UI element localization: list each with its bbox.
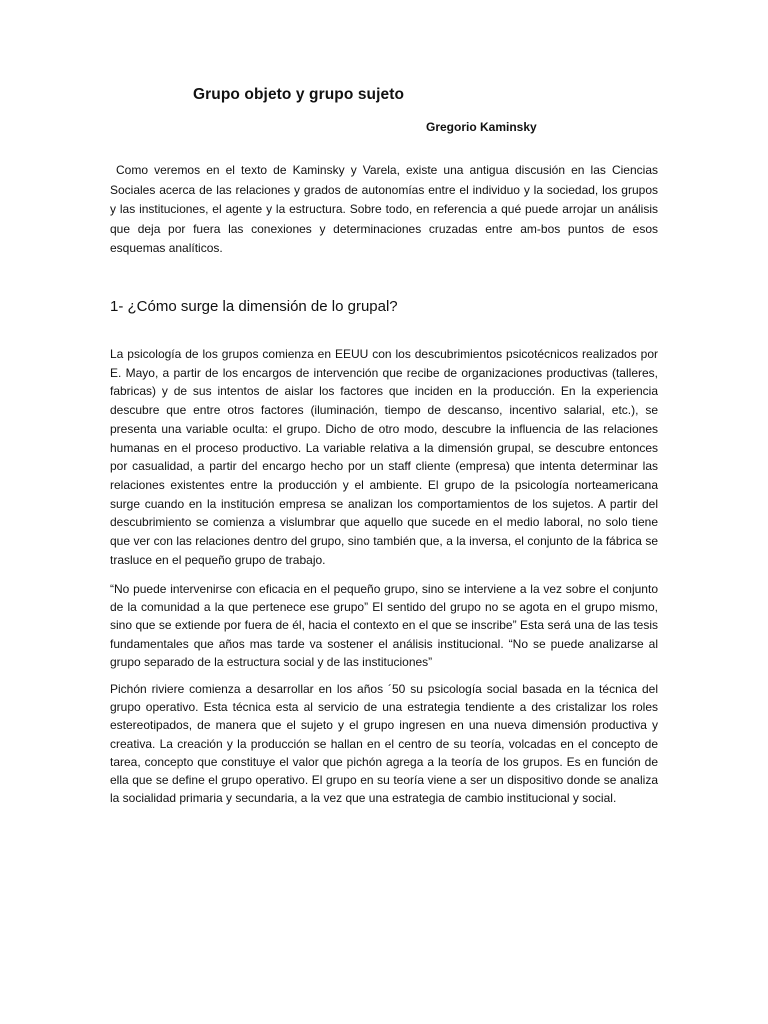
body-paragraph-1: La psicología de los grupos comienza en EEUU con los descubrimientos psicotécnicos realizados por E. Mayo, a partir de los encargos de intervención que recibe de organizaciones productivas (talleres, fabricas) y de sus intentos de aislar los factores que inciden en la producción. En la experiencia descubre que entre otros factores (iluminación, tiempo de descanso, incentivo salarial, etc.), se presenta una variable oculta: el grupo. Dicho de otro modo, descubre la influencia de las relaciones humanas en el proceso productivo. La variable relativa a la dimensión grupal, se descubre entonces por casualidad, a partir del encargo hecho por un staff cliente (empresa) que intenta determinar las relaciones existentes entre la producción y el ambiente. El grupo de la psicología norteamericana surge cuando en la institución empresa se analizan los comportamientos de los sujetos. A partir del descubrimiento se comienza a vislumbrar que aquello que sucede en el medio laboral, no solo tiene que ver con las relaciones dentro del grupo, sino también que, a la inversa, el conjunto de la fábrica se trasluce en el pequeño grupo de trabajo. [110,347,658,567]
section-heading: 1- ¿Cómo surge la dimensión de lo grupal? [110,298,398,315]
intro-paragraph: Como veremos en el texto de Kaminsky y Varela, existe una antigua discusión en las Ciencias Sociales acerca de las relaciones y grados de autonomías entre el individuo y la sociedad, los grupos y las instituciones, el agente y la estructura. Sobre todo, en referencia a qué puede arrojar un análisis que deja por fuera las conexiones y determinaciones cruzadas entre am-bos puntos de esos esquemas analíticos. [110,163,658,256]
document-author: Gregorio Kaminsky [426,120,537,134]
body-paragraph-3: Pichón riviere comienza a desarrollar en los años ´50 su psicología social basada en la técnica del grupo operativo. Esta técnica esta al servicio de una estrategia tendiente a des cristalizar los roles estereotipados, de manera que el sujeto y el grupo ingresen en una nueva dimensión productiva y creativa. La creación y la producción se hallan en el centro de su teoría, volcadas en el concepto de tarea, concepto que constituye el valor que pichón agrega a la teoría de los grupos. Es en función de ella que se define el grupo operativo. El grupo en su teoría viene a ser un dispositivo donde se analiza la socialidad primaria y secundaria, a la vez que una estrategia de cambio institucional y social. [110,682,658,806]
document-title: Grupo objeto y grupo sujeto [193,86,405,103]
body-paragraph-2: “No puede intervenirse con eficacia en el pequeño grupo, sino se interviene a la vez sobre el conjunto de la comunidad a la que pertenece ese grupo” El sentido del grupo no se agota en el grupo mismo, sino que se extiende por fuera de él, hacia el contexto en el que se inscribe” Esta será una de las tesis fundamentales que años mas tarde va sostener el análisis institucional. “No se puede analizarse al grupo separado de la estructura social y de las instituciones” [110,582,658,669]
